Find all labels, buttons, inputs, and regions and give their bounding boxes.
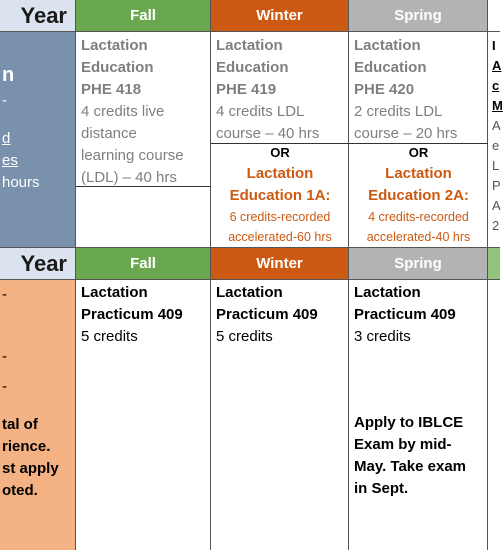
spring-header: Spring <box>349 248 488 280</box>
alt-course-desc: 4 credits-recorded <box>368 210 469 224</box>
practicum-credits: 3 credits <box>354 328 411 345</box>
course-code: PHE 418 <box>81 81 142 98</box>
side-line: es <box>2 152 18 169</box>
clipped-text: P <box>492 178 501 193</box>
winter-header: Winter <box>211 0 349 32</box>
course-code: PHE 419 <box>216 81 277 98</box>
course-code: PHE 420 <box>354 81 415 98</box>
spring-course-cell <box>349 32 488 248</box>
alt-course-title: Lactation <box>246 165 314 182</box>
exam-note-line: Exam by mid- <box>354 436 452 453</box>
or-label: OR <box>270 145 290 160</box>
practicum-title: Practicum 409 <box>354 306 456 323</box>
practicum-credits: 5 credits <box>216 328 273 345</box>
alt-course-desc: 6 credits-recorded <box>229 210 331 224</box>
year-header-1 <box>0 0 76 32</box>
side-line: oted. <box>2 482 38 499</box>
header-stub <box>488 0 500 32</box>
side-line: st apply <box>2 460 59 477</box>
fall-header: Fall <box>76 248 211 280</box>
clipped-text: M <box>492 98 503 113</box>
alt-course-title: Education 1A: <box>229 187 331 204</box>
winter-course-cell <box>211 32 349 248</box>
spring-header: Spring <box>349 0 488 32</box>
year-label: Year <box>20 2 67 28</box>
course-title: Education <box>216 59 289 76</box>
practicum-title: Lactation <box>216 284 283 301</box>
side-line: hours <box>2 174 40 191</box>
clipped-text: L <box>492 158 500 173</box>
or-label: OR <box>408 145 429 160</box>
clipped-text: 2 <box>492 218 500 233</box>
fall-practicum-cell <box>76 280 211 550</box>
year-label: Year <box>20 250 67 276</box>
divider <box>349 143 488 144</box>
clipped-text: e <box>492 138 500 153</box>
side-line: n <box>2 64 15 86</box>
divider <box>76 186 211 187</box>
course-title: Education <box>81 59 154 76</box>
clipped-text: A <box>492 58 502 73</box>
summer-course-cell-clipped <box>488 32 503 248</box>
practicum-title: Practicum 409 <box>216 306 318 323</box>
fall-header: Fall <box>76 0 211 32</box>
winter-practicum-cell <box>211 280 349 550</box>
clipped-text: A <box>492 118 501 133</box>
course-desc: (LDL) – 40 hrs <box>81 169 177 186</box>
exam-note-line: May. Take exam <box>354 458 467 475</box>
year-header-2 <box>0 248 76 280</box>
year2-side-panel <box>0 280 76 550</box>
practicum-title: Lactation <box>81 284 148 301</box>
exam-note-line: Apply to IBLCE <box>354 414 464 431</box>
spring-practicum-cell <box>349 280 488 550</box>
course-desc: course – 40 hrs <box>216 125 320 142</box>
side-line: - <box>2 286 7 303</box>
side-line: d <box>2 130 11 147</box>
year1-side-panel <box>0 32 76 248</box>
course-desc: learning course <box>81 147 184 164</box>
course-desc: course – 20 hrs <box>354 125 458 142</box>
winter-header: Winter <box>211 248 349 280</box>
exam-note-line: in Sept. <box>354 480 409 497</box>
alt-course-title: Lactation <box>385 165 452 182</box>
practicum-title: Practicum 409 <box>81 306 183 323</box>
side-line: - <box>2 378 7 395</box>
course-title: Lactation <box>354 37 421 54</box>
alt-course-desc: accelerated-40 hrs <box>366 230 471 244</box>
course-title: Lactation <box>216 37 283 54</box>
side-line: rience. <box>2 438 51 455</box>
alt-course-title: Education 2A: <box>368 187 469 204</box>
practicum-title: Lactation <box>354 284 421 301</box>
clipped-text: c <box>492 78 500 93</box>
course-desc: distance <box>81 125 137 142</box>
course-desc: 4 credits live <box>81 103 165 120</box>
clipped-text: I <box>492 38 496 53</box>
fall-course-cell <box>76 32 211 248</box>
course-desc: 4 credits LDL <box>216 103 305 120</box>
alt-course-desc: accelerated-60 hrs <box>228 230 332 244</box>
divider <box>211 143 349 144</box>
exam-note <box>354 412 466 500</box>
course-title: Lactation <box>81 37 148 54</box>
summer-header-clipped <box>488 248 500 280</box>
course-desc: 2 credits LDL <box>354 103 443 120</box>
summer-practicum-cell-clipped <box>488 280 500 550</box>
side-line: - <box>2 348 7 365</box>
practicum-credits: 5 credits <box>81 328 138 345</box>
side-line: - <box>2 92 7 109</box>
side-line: tal of <box>2 416 38 433</box>
clipped-text: A <box>492 198 501 213</box>
course-title: Education <box>354 59 427 76</box>
